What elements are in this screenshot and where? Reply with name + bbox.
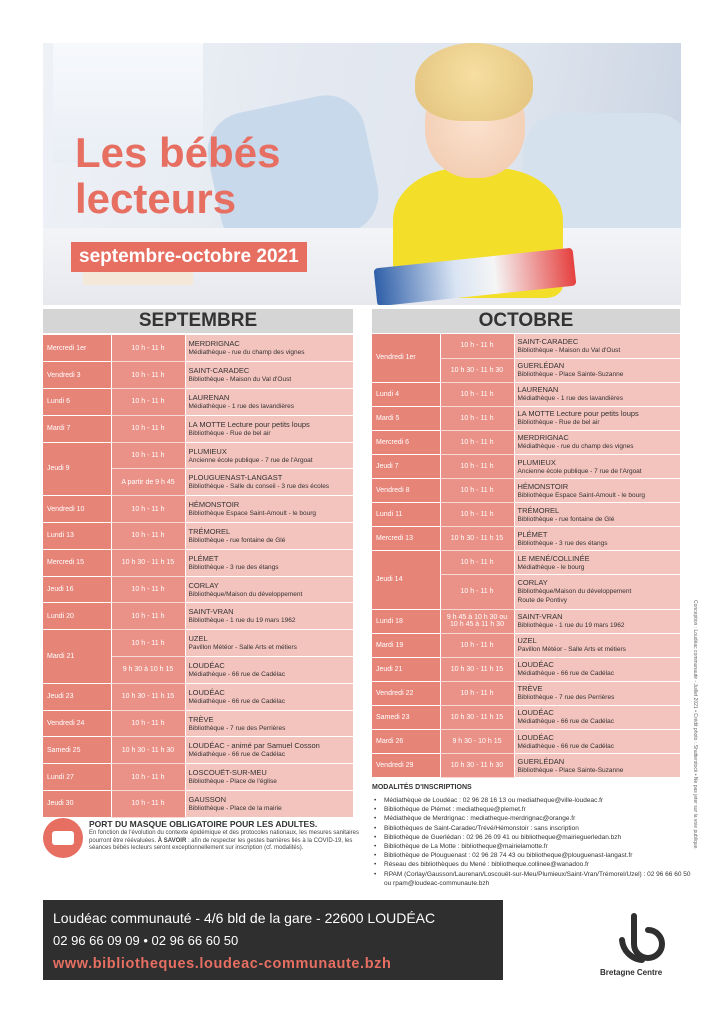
mask-title: PORT DU MASQUE OBLIGATOIRE POUR LES ADULTES.: [89, 819, 318, 829]
day-cell: Jeudi 16: [43, 576, 111, 603]
table-row: [43, 683, 353, 710]
venue-address: Bibliothèque - Maison du Val d'Oust: [517, 346, 621, 354]
time-cell: 10 h - 11 h: [111, 576, 185, 603]
day-cell: Jeudi 21: [372, 657, 440, 681]
table-row: [372, 479, 680, 503]
venue-name: SAINT-CARADEC: [188, 366, 250, 376]
table-row: [372, 406, 680, 430]
list-item: • Médiathèque de Loudéac : 02 96 28 16 13 ou mediatheque@ville-loudeac.fr: [372, 796, 692, 805]
table-row: [43, 523, 353, 550]
time-cell: 10 h - 11 h: [440, 681, 514, 705]
place-cell: [514, 430, 680, 454]
venue-name: LOUDÉAC - animé par Samuel Cosson: [188, 741, 320, 751]
venue-name: CORLAY: [188, 580, 219, 590]
child-reading: [353, 43, 593, 305]
table-row: [43, 791, 353, 818]
time-cell: 9 h 30 - 10 h 15: [440, 730, 514, 754]
venue-name: LA MOTTE Lecture pour petits loups: [188, 419, 310, 429]
time-cell: 10 h - 11 h: [111, 415, 185, 442]
venue-address: Pavillon Météor - Salle Arts et métiers: [188, 644, 297, 652]
footer-address: Loudéac communauté - 4/6 bld de la gare - 22600 LOUDÉAC: [53, 910, 436, 926]
venue-name: LOUDÉAC: [517, 660, 554, 670]
venue-address: Bibliothèque - 7 rue des Perrières: [188, 724, 286, 732]
venue-address: Bibliothèque - Place Sainte-Suzanne: [517, 371, 624, 379]
list-item: • Bibliothèque de Plouguenast : 02 96 28 74 43 ou bibliotheque@plouguenast-langast.fr: [372, 851, 692, 860]
day-cell: Jeudi 23: [43, 683, 111, 710]
venue-name: MERDRIGNAC: [517, 433, 569, 443]
place-cell: [514, 479, 680, 503]
mask-text-bold: À SAVOIR: [157, 837, 187, 844]
table-row: [43, 335, 353, 362]
venue-name: HÉMONSTOIR: [517, 481, 569, 491]
time-cell: 10 h - 11 h: [111, 603, 185, 630]
inscriptions-title: MODALITÉS D'INSCRIPTIONS: [372, 784, 472, 791]
time-cell: 10 h - 11 h: [111, 362, 185, 389]
day-cell: Vendredi 22: [372, 681, 440, 705]
day-cell: Mardi 26: [372, 730, 440, 754]
place-cell: [514, 527, 680, 551]
venue-name: LOUDÉAC: [188, 660, 225, 670]
mask-text: : afin de respecter les gestes barrières liés à la COVID-19, les séances bébés lecteurs seront exceptionnellement sur inscription (cf. modalités).: [89, 837, 353, 852]
list-item: • Médiathèque de Merdrignac : mediatheque-merdrignac@orange.fr: [372, 814, 692, 823]
venue-address: Médiathèque - rue du champ des vignes: [188, 349, 305, 357]
time-cell: 10 h - 11 h: [111, 710, 185, 737]
table-row: [372, 503, 680, 527]
list-item: • Bibliothèque de La Motte : bibliotheque@mairielamotte.fr: [372, 842, 692, 851]
place-cell: [185, 630, 353, 657]
day-cell: Vendredi 8: [372, 479, 440, 503]
time-cell: 9 h 45 à 10 h 30 ou 10 h 45 à 11 h 30: [440, 609, 514, 633]
venue-name: SAINT-VRAN: [517, 612, 563, 622]
time-cell: 10 h - 11 h: [111, 496, 185, 523]
list-item: • Bibliothèque de Guerlédan : 02 96 26 09 41 ou bibliotheque@mairieguerledan.bzh: [372, 833, 692, 842]
september-schedule-table: [43, 335, 353, 818]
place-cell: [185, 469, 353, 496]
place-cell: [514, 609, 680, 633]
venue-address: Bibliothèque - Place Sainte-Suzanne: [517, 766, 624, 774]
inscriptions-list: [372, 796, 692, 888]
place-cell: [185, 335, 353, 362]
time-cell: 10 h - 11 h: [111, 389, 185, 416]
time-cell: 10 h - 11 h: [440, 382, 514, 406]
table-row: [372, 454, 680, 478]
time-cell: 10 h - 11 h: [440, 334, 514, 358]
day-cell: Lundi 6: [43, 389, 111, 416]
time-cell: 10 h 30 - 11 h 30: [440, 754, 514, 778]
day-cell: Mercredi 13: [372, 527, 440, 551]
time-cell: 10 h 30 - 11 h 30: [111, 737, 185, 764]
venue-name: PLUMIEUX: [188, 446, 227, 456]
month-header-september: SEPTEMBRE: [43, 309, 353, 333]
day-cell: Jeudi 7: [372, 454, 440, 478]
place-cell: [185, 442, 353, 469]
table-row: [43, 737, 353, 764]
place-cell: [185, 362, 353, 389]
place-cell: [185, 657, 353, 684]
credit-text: Conception : Loudéac communauté - Juillet 2021 • Crédit photo : Shutterstock • Ne pas jeter sur la voie publique.: [692, 600, 698, 850]
venue-address: Bibliothèque - rue fontaine de Glé: [188, 536, 286, 544]
day-cell: Mardi 5: [372, 406, 440, 430]
venue-address: Bibliothèque - Rue de bel air: [188, 429, 271, 437]
place-cell: [514, 657, 680, 681]
day-cell: Vendredi 29: [372, 754, 440, 778]
time-cell: 10 h - 11 h: [440, 479, 514, 503]
venue-name: LOSCOUËT-SUR-MEU: [188, 768, 267, 778]
venue-name: PLÉMET: [517, 529, 548, 539]
venue-name: GUERLÉDAN: [517, 361, 565, 371]
table-row: [43, 549, 353, 576]
october-schedule-table: [372, 334, 680, 778]
time-cell: 10 h 30 - 11 h 15: [440, 527, 514, 551]
venue-address: Bibliothèque/Maison du développement: [517, 588, 632, 596]
credit-vertical: [690, 600, 700, 860]
venue-name: MERDRIGNAC: [188, 339, 240, 349]
list-item: • Bibliothèques de Saint-Caradec/Trévé/Hémonstoir : sans inscription: [372, 824, 692, 833]
day-cell: Mercredi 1er: [43, 335, 111, 362]
place-cell: [514, 454, 680, 478]
day-cell: Vendredi 1er: [372, 334, 440, 382]
footer-phones: 02 96 66 09 09 • 02 96 66 60 50: [53, 933, 239, 948]
day-cell: Vendredi 3: [43, 362, 111, 389]
day-cell: Lundi 4: [372, 382, 440, 406]
time-cell: 10 h - 11 h: [440, 503, 514, 527]
day-cell: Vendredi 10: [43, 496, 111, 523]
venue-name: SAINT-CARADEC: [517, 336, 579, 346]
page-title: [75, 130, 280, 222]
day-cell: Lundi 18: [372, 609, 440, 633]
footer-website-link[interactable]: www.bibliotheques.loudeac-communaute.bzh: [53, 956, 392, 972]
venue-address: Bibliothèque Espace Saint-Amoult - le bourg: [517, 491, 646, 499]
venue-name: LOUDÉAC: [517, 708, 554, 718]
table-row: [43, 603, 353, 630]
table-row: [43, 576, 353, 603]
table-row: [43, 630, 353, 657]
table-row: [43, 442, 353, 469]
place-cell: [514, 406, 680, 430]
venue-address: Bibliothèque Espace Saint-Amoult - le bourg: [188, 510, 317, 518]
table-row: [372, 382, 680, 406]
day-cell: Mercredi 15: [43, 549, 111, 576]
place-cell: [514, 334, 680, 358]
venue-name: SAINT-VRAN: [188, 607, 234, 617]
time-cell: 10 h - 11 h: [111, 335, 185, 362]
venue-address: Pavillon Météor - Salle Arts et métiers: [517, 646, 626, 654]
day-cell: Lundi 20: [43, 603, 111, 630]
place-cell: [514, 633, 680, 657]
venue-name: CORLAY: [517, 578, 548, 588]
place-cell: [185, 603, 353, 630]
table-row: [372, 430, 680, 454]
venue-name: LE MENÉ/COLLINÉE: [517, 553, 590, 563]
place-cell: [514, 754, 680, 778]
venue-name: LA MOTTE Lecture pour petits loups: [517, 409, 639, 419]
venue-address: Médiathèque - 66 rue de Cadélac: [188, 670, 285, 678]
venue-name: TRÈVE: [517, 684, 543, 694]
day-cell: Lundi 13: [43, 523, 111, 550]
time-cell: 10 h - 11 h: [111, 630, 185, 657]
time-cell: 10 h - 11 h: [111, 523, 185, 550]
mask-icon: [43, 818, 83, 858]
venue-address: Bibliothèque - 3 rue des étangs: [517, 539, 608, 547]
table-row: [43, 496, 353, 523]
venue-address: Médiathèque - 66 rue de Cadélac: [188, 697, 285, 705]
venue-name: LAURENAN: [517, 385, 559, 395]
place-cell: [514, 705, 680, 729]
time-cell: 10 h 30 - 11 h 15: [111, 683, 185, 710]
table-row: [43, 389, 353, 416]
venue-address: Bibliothèque - 1 rue du 19 mars 1962: [188, 617, 296, 625]
bretagne-centre-logo: [612, 910, 672, 970]
venue-name: PLÉMET: [188, 553, 219, 563]
title-line: lecteurs: [75, 175, 237, 222]
venue-address: Bibliothèque - Maison du Val d'Oust: [188, 376, 292, 384]
page-subtitle: septembre-octobre 2021: [71, 242, 307, 272]
table-row: [372, 527, 680, 551]
day-cell: Lundi 27: [43, 764, 111, 791]
mask-notice: [89, 830, 359, 853]
table-row: [372, 754, 680, 778]
venue-name: HÉMONSTOIR: [188, 500, 240, 510]
venue-address: Bibliothèque - 3 rue des étangs: [188, 563, 279, 571]
table-row: [43, 764, 353, 791]
place-cell: [185, 737, 353, 764]
table-row: [372, 705, 680, 729]
list-item: • RPAM (Corlay/Gausson/Laurenan/Loscouët-sur-Meu/Plumieux/Saint-Vran/Trémorel/Uzel) : 02 96 66 60 50 ou rpam@loudeac-communaute.bzh: [372, 870, 692, 888]
time-cell: 10 h - 11 h: [440, 430, 514, 454]
day-cell: Lundi 11: [372, 503, 440, 527]
venue-name: TRÈVE: [188, 714, 214, 724]
day-cell: Samedi 23: [372, 705, 440, 729]
time-cell: 10 h - 11 h: [440, 551, 514, 575]
table-row: [372, 681, 680, 705]
day-cell: Mardi 19: [372, 633, 440, 657]
time-cell: 10 h - 11 h: [440, 406, 514, 430]
place-cell: [514, 358, 680, 382]
time-cell: 10 h - 11 h: [111, 442, 185, 469]
month-header-october: OCTOBRE: [372, 309, 680, 333]
time-cell: 10 h - 11 h: [440, 633, 514, 657]
day-cell: Mercredi 6: [372, 430, 440, 454]
mask-text: En fonction de l'évolution du contexte épidémique et des protocoles nationaux, les mesures sanitaires pourront être réévaluées.: [89, 830, 359, 844]
time-cell: 10 h 30 - 11 h 15: [440, 705, 514, 729]
day-cell: Jeudi 30: [43, 791, 111, 818]
venue-address: Bibliothèque - 1 rue du 19 mars 1962: [517, 622, 625, 630]
venue-address: Médiathèque - rue du champ des vignes: [517, 443, 634, 451]
place-cell: [185, 710, 353, 737]
place-cell: [185, 496, 353, 523]
venue-name: PLOUGUENAST-LANGAST: [188, 473, 283, 483]
place-cell: [514, 382, 680, 406]
place-cell: [185, 523, 353, 550]
table-row: [43, 415, 353, 442]
venue-address-extra: Route de Pontivy: [517, 597, 568, 605]
child-hair: [415, 43, 533, 121]
venue-address: Médiathèque - 1 rue des lavandières: [188, 402, 295, 410]
title-line: Les bébés: [75, 129, 281, 176]
place-cell: [185, 549, 353, 576]
day-cell: Samedi 25: [43, 737, 111, 764]
venue-address: Bibliothèque - 7 rue des Perrières: [517, 694, 615, 702]
venue-name: TRÉMOREL: [517, 505, 560, 515]
venue-address: Bibliothèque/Maison du développement: [188, 590, 303, 598]
place-cell: [185, 791, 353, 818]
time-cell: 10 h 30 - 11 h 15: [440, 657, 514, 681]
day-cell: Jeudi 14: [372, 551, 440, 609]
venue-address: Ancienne école publique - 7 rue de l'Argoat: [188, 456, 313, 464]
place-cell: [185, 415, 353, 442]
list-item: • Bibliothèque de Plémet : mediatheque@plemet.fr: [372, 805, 692, 814]
table-row: [372, 334, 680, 358]
day-cell: Mardi 7: [43, 415, 111, 442]
venue-address: Médiathèque - 66 rue de Cadélac: [517, 742, 614, 750]
time-cell: 10 h - 11 h: [111, 791, 185, 818]
time-cell: 10 h - 11 h: [111, 764, 185, 791]
table-row: [372, 657, 680, 681]
logo-text: Bretagne Centre: [600, 968, 663, 977]
venue-address: Bibliothèque - rue fontaine de Glé: [517, 515, 615, 523]
venue-address: Bibliothèque - Salle du conseil - 3 rue des écoles: [188, 483, 330, 491]
venue-name: TRÉMOREL: [188, 526, 231, 536]
place-cell: [514, 681, 680, 705]
place-cell: [514, 503, 680, 527]
table-row: [43, 710, 353, 737]
place-cell: [514, 730, 680, 754]
place-cell: [185, 683, 353, 710]
list-item: • Réseau des bibliothèques du Mené : bibliotheque.collinee@wanadoo.fr: [372, 860, 692, 869]
venue-address: Médiathèque - 66 rue de Cadélac: [517, 718, 614, 726]
table-row: [372, 633, 680, 657]
venue-address: Bibliothèque - Place de l'église: [188, 778, 277, 786]
venue-name: LAURENAN: [188, 392, 230, 402]
day-cell: Vendredi 24: [43, 710, 111, 737]
venue-name: LOUDÉAC: [188, 687, 225, 697]
venue-address: Médiathèque - 66 rue de Cadélac: [188, 751, 285, 759]
time-cell: 10 h - 11 h: [440, 454, 514, 478]
venue-address: Médiathèque - le bourg: [517, 563, 585, 571]
time-cell: 10 h - 11 h: [440, 575, 514, 609]
table-row: [372, 609, 680, 633]
day-cell: Jeudi 9: [43, 442, 111, 496]
venue-address: Bibliothèque - Rue de bel air: [517, 419, 600, 427]
venue-address: Médiathèque - 1 rue des lavandières: [517, 395, 624, 403]
venue-name: UZEL: [517, 636, 537, 646]
table-row: [43, 362, 353, 389]
place-cell: [185, 389, 353, 416]
place-cell: [514, 551, 680, 575]
place-cell: [185, 576, 353, 603]
time-cell: 10 h 30 - 11 h 30: [440, 358, 514, 382]
place-cell: [514, 575, 680, 609]
venue-name: UZEL: [188, 634, 208, 644]
table-row: [372, 551, 680, 575]
table-row: [372, 730, 680, 754]
venue-address: Bibliothèque - Place de la mairie: [188, 804, 282, 812]
venue-name: PLUMIEUX: [517, 457, 556, 467]
venue-name: GUERLÉDAN: [517, 756, 565, 766]
day-cell: Mardi 21: [43, 630, 111, 684]
venue-address: Ancienne école publique - 7 rue de l'Argoat: [517, 467, 642, 475]
venue-name: LOUDÉAC: [517, 732, 554, 742]
time-cell: 10 h 30 - 11 h 15: [111, 549, 185, 576]
time-cell: 9 h 30 à 10 h 15: [111, 657, 185, 684]
venue-address: Médiathèque - 66 rue de Cadélac: [517, 670, 614, 678]
place-cell: [185, 764, 353, 791]
time-cell: A partir de 9 h 45: [111, 469, 185, 496]
venue-name: GAUSSON: [188, 794, 227, 804]
footer-contact: [43, 900, 503, 980]
